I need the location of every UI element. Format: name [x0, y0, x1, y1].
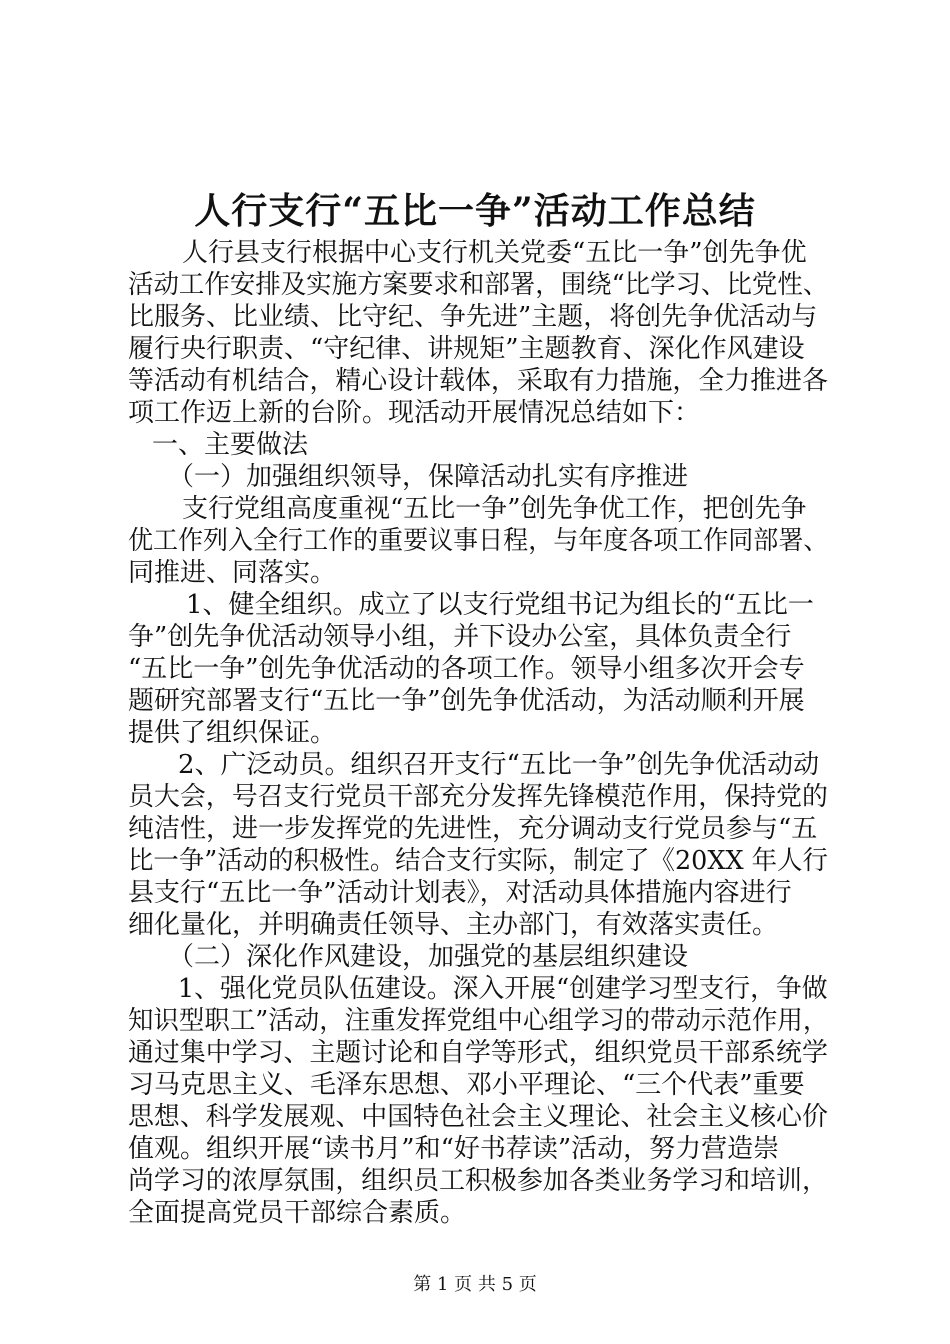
text-line: 支行党组高度重视“五比一争”创先争优工作，把创先争: [182, 494, 807, 524]
text-line: 同推进、同落实。: [128, 558, 337, 588]
text-line: （一）加强组织领导，保障活动扎实有序推进: [168, 462, 689, 492]
text-line: （二）深化作风建设，加强党的基层组织建设: [168, 942, 689, 972]
text-line: 1、强化党员队伍建设。深入开展“创建学习型支行，争做: [177, 974, 828, 1004]
text-line: 等活动有机结合，精心设计载体，采取有力措施，全力推进各: [128, 366, 828, 396]
text-line: 值观。组织开展“读书月”和“好书荐读”活动，努力营造崇: [128, 1134, 780, 1164]
page-footer: 第 1 页 共 5 页: [413, 1274, 537, 1295]
document-body: [128, 237, 828, 1229]
text-line: 县支行“五比一争”活动计划表》，对活动具体措施内容进行: [128, 878, 792, 908]
text-line: 优工作列入全行工作的重要议事日程，与年度各项工作同部署、: [128, 526, 829, 556]
text-line: 履行央行职责、“守纪律、讲规矩”主题教育、深化作风建设: [128, 334, 805, 364]
text-line: 比服务、比业绩、比守纪、争先进”主题，将创先争优活动与: [128, 302, 818, 332]
text-line: “五比一争”创先争优活动的各项工作。领导小组多次开会专: [128, 654, 805, 684]
text-line: 人行县支行根据中心支行机关党委“五比一争”创先争优: [182, 238, 807, 268]
text-line: 提供了组织保证。: [128, 718, 337, 748]
text-line: 知识型职工”活动，注重发挥党组中心组学习的带动示范作用，: [128, 1006, 829, 1036]
text-line: 争”创先争优活动领导小组，并下设办公室，具体负责全行: [128, 622, 792, 652]
text-line: 习马克思主义、毛泽东思想、邓小平理论、“三个代表”重要: [128, 1070, 805, 1100]
text-line: 尚学习的浓厚氛围，组织员工积极参加各类业务学习和培训，: [128, 1166, 828, 1196]
text-line: 活动工作安排及实施方案要求和部署，围绕“比学习、比党性、: [128, 270, 829, 300]
text-line: 细化量化，并明确责任领导、主办部门，有效落实责任。: [128, 910, 779, 940]
text-line: 1、健全组织。成立了以支行党组书记为组长的“五比一: [186, 590, 814, 620]
text-line: 2、广泛动员。组织召开支行“五比一争”创先争优活动动: [178, 750, 820, 780]
text-line: 纯洁性，进一步发挥党的先进性，充分调动支行党员参与“五: [128, 814, 818, 844]
text-line: 思想、科学发展观、中国特色社会主义理论、社会主义核心价: [128, 1102, 828, 1132]
text-line: 项工作迈上新的台阶。现活动开展情况总结如下：: [128, 398, 701, 428]
text-line: 通过集中学习、主题讨论和自学等形式，组织党员干部系统学: [128, 1038, 828, 1068]
text-line: 比一争”活动的积极性。结合支行实际，制定了《20XX 年人行: [128, 846, 828, 876]
text-line: 一、主要做法: [152, 430, 309, 460]
text-line: 题研究部署支行“五比一争”创先争优活动，为活动顺利开展: [128, 686, 805, 716]
text-line: 全面提高党员干部综合素质。: [128, 1198, 467, 1228]
document-title: 人行支行“五比一争”活动工作总结: [194, 190, 756, 232]
text-line: 员大会，号召支行党员干部充分发挥先锋模范作用，保持党的: [128, 782, 828, 812]
